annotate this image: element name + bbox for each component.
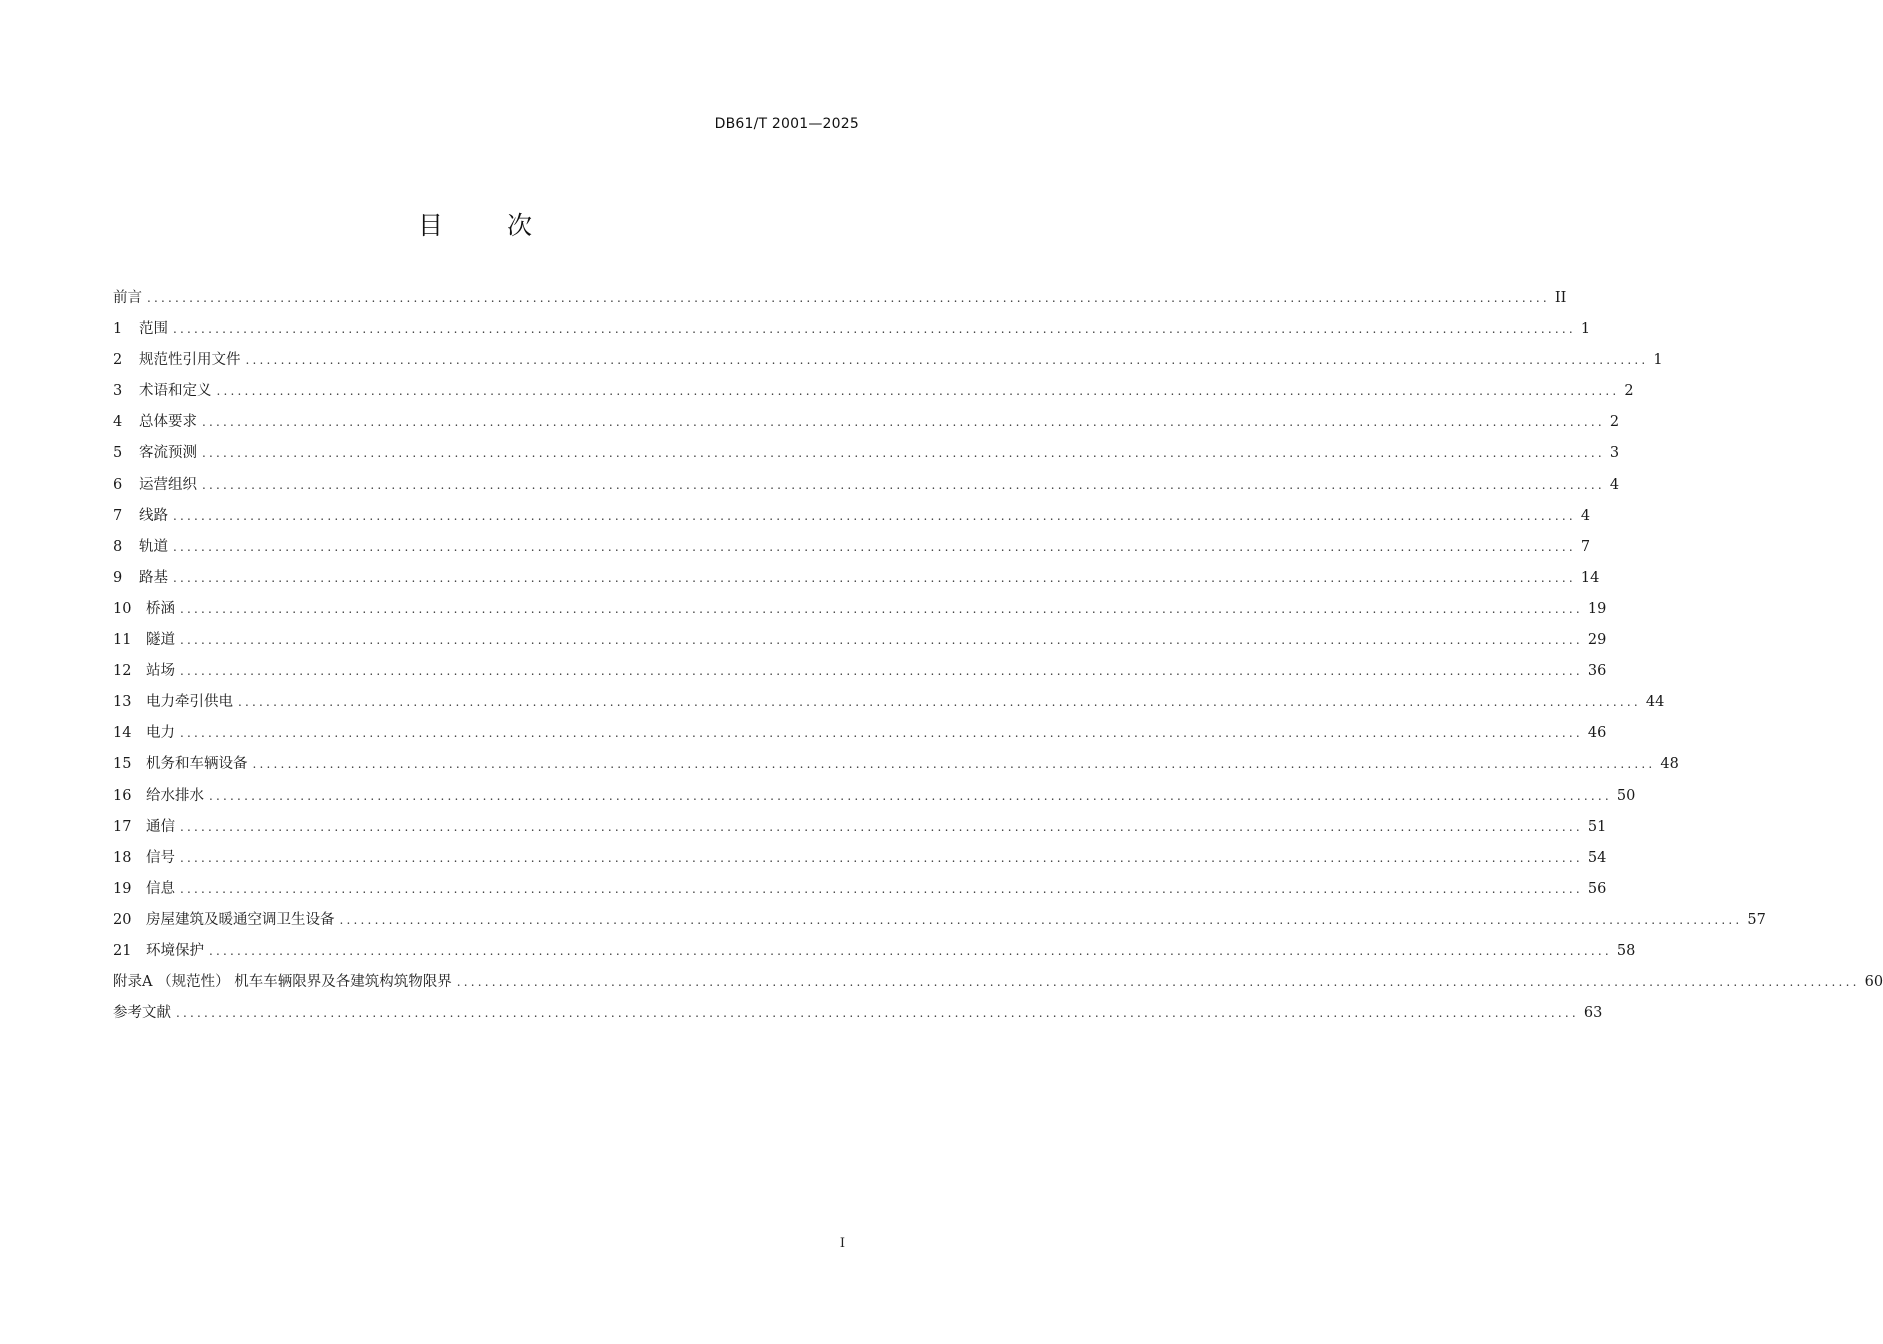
toc-entry-number: 21 — [113, 942, 132, 959]
toc-entry[interactable] — [113, 534, 1591, 565]
toc-entry-number: 16 — [113, 787, 132, 804]
toc-entry-label: 总体要求 — [139, 414, 197, 431]
toc-entry[interactable] — [113, 472, 1620, 503]
toc-entry[interactable] — [113, 440, 1620, 471]
toc-entry-label: 参考文献 — [113, 1005, 171, 1022]
toc-entry-label: 范围 — [139, 321, 168, 338]
toc-entry-number: 5 — [113, 445, 123, 462]
toc-leader-dots: ........................................................................................................................................................................................................ — [252, 757, 1656, 772]
toc-entry-label: 房屋建筑及暖通空调卫生设备 — [146, 911, 335, 928]
page-title — [0, 206, 950, 242]
toc-entry-number: 2 — [113, 352, 123, 369]
toc-entry-number: 12 — [113, 663, 132, 680]
toc-entry-references[interactable] — [113, 1000, 1603, 1031]
toc-entry-number: 13 — [113, 694, 132, 711]
toc-entry-label: 客流预测 — [139, 445, 197, 462]
toc-leader-dots: ........................................................................................................................................................................................................ — [147, 291, 1550, 305]
toc-entry-label: 通信 — [146, 818, 175, 835]
toc-entry-page: 19 — [1587, 600, 1607, 617]
toc-entry-label: 运营组织 — [139, 476, 197, 493]
toc-entry-number: 4 — [113, 414, 123, 431]
toc-entry-page: 14 — [1580, 569, 1600, 586]
toc-entry[interactable] — [113, 907, 1766, 938]
toc-leader-dots: ........................................................................................................................................................................................................ — [456, 975, 1860, 990]
toc-entry-label: 给水排水 — [146, 787, 204, 804]
toc-leader-dots: ........................................................................................................................................................................................................ — [180, 664, 1583, 679]
toc-entry-page: 56 — [1587, 880, 1607, 897]
toc-entry-number: 6 — [113, 476, 123, 493]
toc-leader-dots: ........................................................................................................................................................................................................ — [180, 819, 1583, 834]
toc-entry-label: 术语和定义 — [139, 383, 212, 400]
toc-entry-label: 站场 — [146, 663, 175, 680]
toc-leader-dots: ........................................................................................................................................................................................................ — [216, 384, 1620, 399]
toc-entry-page: 48 — [1660, 756, 1679, 773]
toc-entry-label: 桥涵 — [146, 600, 175, 617]
toc-entry-number: 9 — [113, 569, 123, 586]
toc-entry-page: 57 — [1747, 911, 1766, 928]
toc-leader-dots: ........................................................................................................................................................................................................ — [245, 353, 1649, 368]
toc-leader-dots: ........................................................................................................................................................................................................ — [238, 695, 1641, 710]
toc-entry-page: 1 — [1580, 321, 1591, 338]
toc-entry-number: 19 — [113, 880, 132, 897]
toc-entry-label: 轨道 — [139, 538, 168, 555]
toc-entry-label: 线路 — [139, 507, 168, 524]
toc-leader-dots: ........................................................................................................................................................................................................ — [209, 943, 1612, 958]
toc-leader-dots: ........................................................................................................................................................................................................ — [339, 912, 1743, 927]
toc-entry-number: 11 — [113, 632, 132, 649]
toc-entry[interactable] — [113, 409, 1620, 440]
toc-entry-page: 44 — [1645, 694, 1665, 711]
toc-leader-dots: ........................................................................................................................................................................................................ — [180, 726, 1583, 741]
toc-entry-page: 54 — [1587, 849, 1607, 866]
title-char-1: 目 — [418, 211, 444, 240]
toc-entry-label: 附录A （规范性） 机车车辆限界及各建筑构筑物限界 — [113, 974, 452, 991]
toc-entry-number: 7 — [113, 507, 123, 524]
toc-leader-dots: ........................................................................................................................................................................................................ — [180, 881, 1583, 896]
toc-entry-number: 20 — [113, 911, 132, 928]
toc-entry-label: 规范性引用文件 — [139, 352, 241, 369]
toc-entry[interactable] — [113, 783, 1636, 814]
toc-entry-number: 18 — [113, 849, 132, 866]
toc-entry-number: 10 — [113, 600, 132, 617]
toc-entry-page: 2 — [1624, 383, 1634, 400]
toc-entry-label: 前言 — [113, 290, 142, 306]
toc-entry[interactable] — [113, 596, 1607, 627]
toc-entry[interactable] — [113, 316, 1591, 347]
toc-entry-label: 隧道 — [146, 632, 175, 649]
toc-entry[interactable] — [113, 689, 1665, 720]
toc-entry[interactable] — [113, 720, 1607, 751]
toc-entry-page: 63 — [1583, 1005, 1603, 1022]
toc-entry-page: 4 — [1609, 476, 1620, 493]
toc-entry-page: 29 — [1587, 632, 1607, 649]
toc-entry[interactable] — [113, 565, 1600, 596]
toc-leader-dots: ........................................................................................................................................................................................................ — [202, 415, 1605, 430]
toc-leader-dots: ........................................................................................................................................................................................................ — [202, 477, 1605, 492]
toc-entry-page: 50 — [1616, 787, 1636, 804]
toc-leader-dots: ........................................................................................................................................................................................................ — [209, 788, 1612, 803]
toc-entry[interactable] — [113, 938, 1636, 969]
toc-entry[interactable] — [113, 845, 1607, 876]
title-char-2: 次 — [506, 211, 532, 240]
toc-leader-dots: ........................................................................................................................................................................................................ — [180, 601, 1583, 616]
toc-entry-page: 7 — [1580, 538, 1591, 555]
toc-entry-number: 14 — [113, 725, 132, 742]
toc-entry[interactable] — [113, 658, 1607, 689]
toc-entry[interactable] — [113, 347, 1663, 378]
toc-entry[interactable] — [113, 503, 1591, 534]
toc-entry-page: 58 — [1616, 942, 1636, 959]
toc-entry-number: 3 — [113, 383, 123, 400]
toc-leader-dots: ........................................................................................................................................................................................................ — [173, 508, 1576, 523]
toc-leader-dots: ........................................................................................................................................................................................................ — [173, 570, 1576, 585]
toc-entry-page: 60 — [1864, 974, 1883, 991]
toc-entry[interactable] — [113, 378, 1634, 409]
toc-entry[interactable] — [113, 627, 1607, 658]
toc-entry-page: 4 — [1580, 507, 1591, 524]
toc-entry-label: 机务和车辆设备 — [146, 756, 248, 773]
toc-leader-dots: ........................................................................................................................................................................................................ — [202, 446, 1605, 461]
toc-entry-label: 信号 — [146, 849, 175, 866]
toc-entry-label: 路基 — [139, 569, 168, 586]
toc-entry-label: 信息 — [146, 880, 175, 897]
toc-entry-page: 36 — [1587, 663, 1607, 680]
toc-leader-dots: ........................................................................................................................................................................................................ — [180, 850, 1583, 865]
toc-entry-label: 环境保护 — [146, 942, 204, 959]
toc-entry-page: II — [1554, 290, 1567, 306]
toc-entry[interactable] — [113, 751, 1679, 782]
toc-leader-dots: ........................................................................................................................................................................................................ — [173, 322, 1576, 337]
toc-entry-label: 电力 — [146, 725, 175, 742]
toc-entry[interactable] — [113, 876, 1607, 907]
toc-entry[interactable] — [113, 285, 1567, 316]
toc-entry-label: 电力牵引供电 — [146, 694, 233, 711]
toc-entry-page: 1 — [1653, 352, 1663, 369]
toc-entry-page: 46 — [1587, 725, 1607, 742]
toc-leader-dots: ........................................................................................................................................................................................................ — [176, 1006, 1579, 1021]
toc-entry-page: 2 — [1609, 414, 1620, 431]
toc-leader-dots: ........................................................................................................................................................................................................ — [173, 539, 1576, 554]
toc-entry-number: 8 — [113, 538, 123, 555]
toc-entry-number: 17 — [113, 818, 132, 835]
toc-entry-number: 1 — [113, 321, 123, 338]
toc-entry[interactable] — [113, 814, 1607, 845]
document-code: DB61/T 2001—2025 — [714, 116, 859, 132]
toc-entry-page: 51 — [1587, 818, 1607, 835]
toc-entry-number: 15 — [113, 756, 132, 773]
toc-entry-appendix[interactable] — [113, 969, 1883, 1000]
page-number: I — [839, 1236, 845, 1251]
toc-entry-page: 3 — [1609, 445, 1620, 462]
toc-leader-dots: ........................................................................................................................................................................................................ — [180, 633, 1583, 648]
table-of-contents — [113, 285, 1883, 1031]
